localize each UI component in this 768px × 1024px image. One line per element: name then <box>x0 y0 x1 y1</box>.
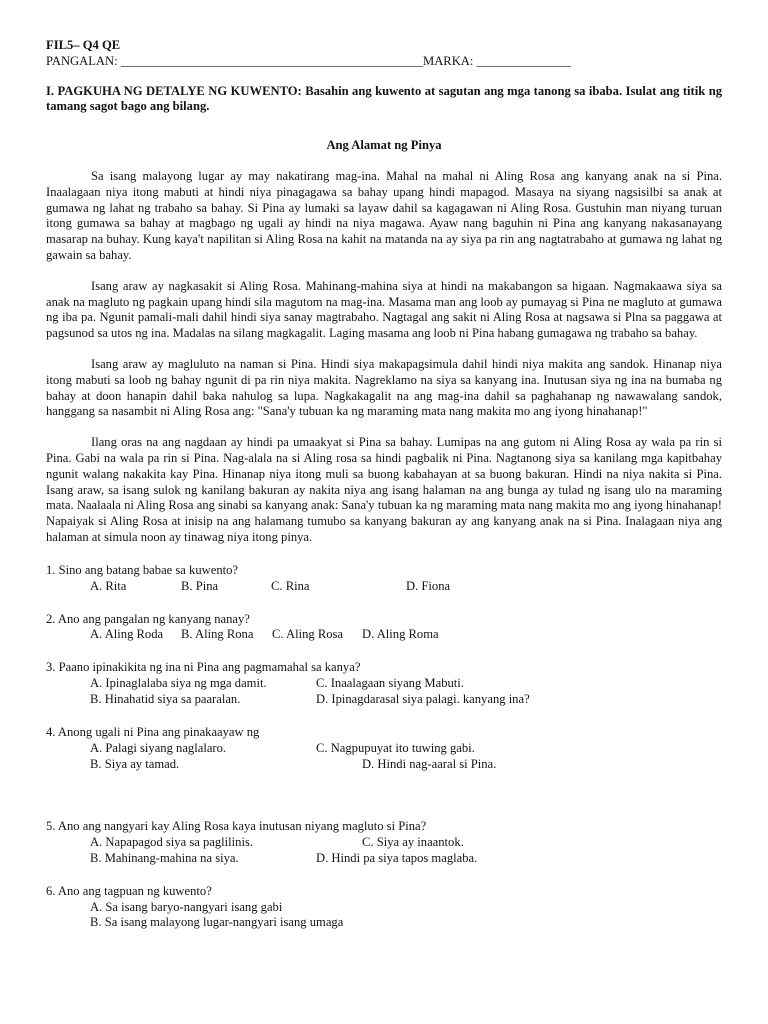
choice-a: A. Napapagod siya sa paglilinis. <box>90 834 253 849</box>
story-paragraph-4: Ilang oras na ang nagdaan ay hindi pa umaakyat si Pina sa bahay. Lumipas na ang gutom ni Aling Rosa ay wala pa rin si Pina. Gabi na wala pa rin si Pina. Nag-alala na si Aling rosa sa hindi pagbalik ni Pina. Nagtanong siya sa kanilang mga kapitbahay ngunit walang nakakita kay Pina. Hinanap niya itong muli sa buong kabahayan at sa buong bakuran. Hindi na niya nakita si Pina. Isang araw, sa isang sulok ng kanilang bakuran ay nakita niya ang isang halaman na ang bunga ay tulad ng isang ulo na maraming mata. Naalaala ni Aling Rosa ang sinabi sa kanyang anak: Sana'y tubuan ka ng maraming mata nang makita mo ang iyong hinahanap! Napaiyak si Aling Rosa at inisip na ang halamang tumubo sa kanyang bakuran ay ang kanyang anak na si Pina. Inalagaan niya ang halaman at simula noon ay tinawag niya itong pinya. <box>46 435 722 544</box>
choices-row <box>46 757 722 773</box>
choice-d: D. Fiona <box>406 578 451 593</box>
choice-a: A. Ipinaglalaba siya ng mga damit. <box>90 676 267 691</box>
question-text: 2. Ano ang pangalan ng kanyang nanay? <box>46 611 250 626</box>
choice-b: B. Hinahatid siya sa paaralan. <box>90 692 241 707</box>
question-6 <box>46 884 722 931</box>
choice-a: A. Aling Roda <box>90 627 164 642</box>
choices-row <box>46 627 722 643</box>
worksheet-page <box>46 38 722 931</box>
choices-row <box>46 851 722 867</box>
choice-a: A. Palagi siyang naglalaro. <box>90 740 227 755</box>
choice-c: C. Nagpupuyat ito tuwing gabi. <box>316 740 475 755</box>
question-3 <box>46 660 722 708</box>
question-text: 1. Sino ang batang babae sa kuwento? <box>46 562 238 577</box>
choice-c: C. Inaalagaan siyang Mabuti. <box>316 676 464 691</box>
instructions: I. PAGKUHA NG DETALYE NG KUWENTO: Basahin ang kuwento at sagutan ang mga tanong sa ibaba. Isulat ang titik ng tamang sagot bago ang bilang. <box>46 83 722 114</box>
story-title: Ang Alamat ng Pinya <box>326 138 442 153</box>
name-and-score-line: PANGALAN: ________________________________________________MARKA: _______________ <box>46 53 571 68</box>
question-text: 4. Anong ugali ni Pina ang pinakaayaw ng <box>46 725 260 740</box>
choices-row <box>46 835 722 851</box>
question-1 <box>46 563 722 595</box>
question-4 <box>46 725 722 773</box>
choice-d: D. Hindi pa siya tapos maglaba. <box>316 850 478 865</box>
choices-row <box>46 579 722 595</box>
worksheet-code: FIL5– Q4 QE <box>46 38 121 52</box>
choice-d: D. Aling Roma <box>362 627 439 642</box>
story-paragraph-1: Sa isang malayong lugar ay may nakatirang mag-ina. Mahal na mahal ni Aling Rosa ang kanyang anak na si Pina. Inaalagaan niya itong mabuti at hindi niya pinagagawa sa bahay upang hindi mapagod. Masaya na siyang nagsisilbi sa anak at gumawa ng lahat ng trabaho sa bahay. Si Pina ay lumaki sa layaw dahil sa kagagawan ni Aling Rosa. Gustuhin man niyang turuan itong gumawa sa bahay at magbago ng ugali ay hindi na niya magawa. Ayaw nang baguhin ni Pina ang kanyang nakasanayang masarap na buhay. Kung kaya't napilitan si Aling Rosa na kahit na matanda na ay siya pa rin ang nagtatrabaho at gumawa ng lahat ng gawain sa bahay. <box>46 168 722 262</box>
question-5 <box>46 819 722 867</box>
story-paragraph-2: Isang araw ay nagkasakit si Aling Rosa. Mahinang-mahina siya at hindi na makabangon sa higaan. Nagmakaawa siya sa anak na magluto ng pagkain upang hindi sila magutom na mag-ina. Masama man ang loob ay pumayag si Pina ne magluto at gumawa ng iba pa. Ngunit pamali-mali dahil hindi siya sanay magtrabaho. Nagtagal ang sakit ni Aling Rosa at nagsawa si Plna sa paggawa at pagsunod sa utos ng ina. Madalas na silang magkagalit. Laging masama ang loob ni Pina habang gumagawa ng trabaho sa bahay. <box>46 278 722 341</box>
choice-b: B. Mahinang-mahina na siya. <box>90 850 239 865</box>
question-text: 3. Paano ipinakikita ng ina ni Pina ang pagmamahal sa kanya? <box>46 660 361 675</box>
choice-a: A. Rita <box>90 578 127 593</box>
choices-row <box>46 692 722 708</box>
choice-c: C. Rina <box>271 578 310 593</box>
choice-d: D. Ipinagdarasal siya palagi. kanyang ina? <box>316 692 530 707</box>
choice-b: B. Sa isang malayong lugar-nangyari isang umaga <box>90 915 344 930</box>
choice-c: C. Siya ay inaantok. <box>362 834 464 849</box>
choice-b: B. Pina <box>181 578 219 593</box>
choices-row <box>46 741 722 757</box>
question-text: 5. Ano ang nangyari kay Aling Rosa kaya inutusan niyang magluto si Pina? <box>46 818 427 833</box>
question-text: 6. Ano ang tagpuan ng kuwento? <box>46 883 212 898</box>
question-2 <box>46 612 722 644</box>
choice-b: B. Siya ay tamad. <box>90 756 180 771</box>
choice-b: B. Aling Rona <box>181 627 254 642</box>
choice-d: D. Hindi nag-aaral si Pina. <box>362 756 497 771</box>
choices-row <box>46 676 722 692</box>
choice-c: C. Aling Rosa <box>272 627 344 642</box>
story-paragraph-3: Isang araw ay magluluto na naman si Pina. Hindi siya makapagsimula dahil hindi niya makita ang sandok. Hinanap niya itong mabuti sa loob ng bahay ngunit di pa rin niya makita. Nagreklamo na siya sa kanyang ina. Inutusan siya ng ina na bumaba ng bahay at doon hanapin dahil baka nahulog sa lupa. Nagkakagalit na ang mag-ina dahil sa paghahanap ng nawawalang sandok, hanggang sa nasambit ni Aling Rosa ang: "Sana'y tubuan ka ng maraming mata nang makita mo ang iyong hinahanap!" <box>46 356 722 419</box>
choice-a: A. Sa isang baryo-nangyari isang gabi <box>90 899 283 914</box>
